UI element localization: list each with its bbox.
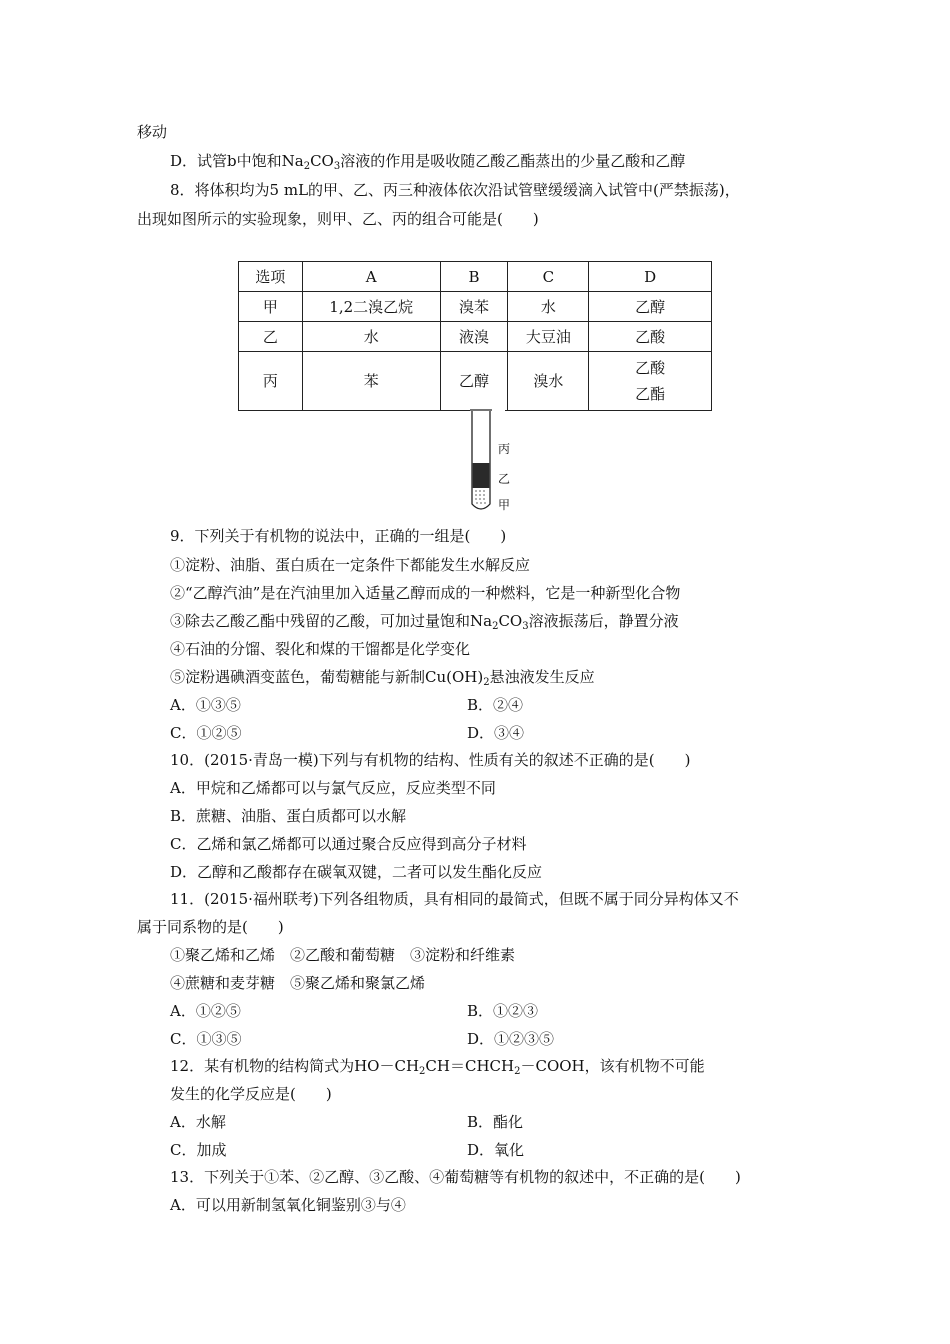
table-cell: 溴苯 [440,292,508,322]
option-a: A．可以用新制氢氧化铜鉴别③与④ [170,1196,406,1214]
statement: ②“乙醇汽油”是在汽油里加入适量乙醇而成的一种燃料，它是一种新型化合物 [170,584,681,602]
table-cell: 乙酸 [589,322,712,352]
question-12-stem-cont: 发生的化学反应是( ) [170,1085,332,1103]
option-a: A．①③⑤ [170,696,241,714]
statement: ①聚乙烯和乙烯 ②乙酸和葡萄糖 ③淀粉和纤维素 [170,946,516,964]
option-c: C．①②⑤ [170,724,242,742]
option-c: C．①③⑤ [170,1030,242,1048]
option-a: A．①②⑤ [170,1002,241,1020]
table-cell: 丙 [239,352,303,411]
table-cell: 溴水 [508,352,589,411]
continued-text: 移动 [137,123,168,141]
option-d: D．乙醇和乙酸都存在碳氧双键，二者可以发生酯化反应 [170,863,543,881]
test-tube-icon [462,408,522,518]
statement: ⑤淀粉遇碘酒变蓝色，葡萄糖能与新制$Cu(OH)_2$悬浊液发生反应 [170,668,595,688]
table-cell: 乙酸 乙酯 [589,352,712,411]
question-8-stem: 8．将体积均为5 mL的甲、乙、丙三种液体依次沿试管壁缓缓滴入试管中(严禁振荡)， [170,181,740,199]
option-b: B．①②③ [467,1002,539,1020]
statement: ④石油的分馏、裂化和煤的干馏都是化学变化 [170,640,471,658]
table-cell: 1,2二溴乙烷 [302,292,440,322]
option-a: A．水解 [170,1113,226,1131]
statement: ①淀粉、油脂、蛋白质在一定条件下都能发生水解反应 [170,556,531,574]
tube-label-jia: 甲 [498,498,511,512]
tube-label-yi: 乙 [498,472,511,486]
option-a: A．甲烷和乙烯都可以与氯气反应，反应类型不同 [170,779,496,797]
table-row [239,352,712,411]
option-b: B．蔗糖、油脂、蛋白质都可以水解 [170,807,407,825]
test-tube-figure [462,408,522,518]
question-10-stem: 10．(2015·青岛一模)下列与有机物的结构、性质有关的叙述不正确的是( ) [170,751,691,769]
option-d-q7: D．试管b中饱和$Na_2CO_3$溶液的作用是吸收随乙酸乙酯蒸出的少量乙酸和乙醇 [170,152,686,172]
table-cell: A [302,262,440,292]
question-11-stem-cont: 属于同系物的是( ) [137,918,284,936]
question-11-stem: 11．(2015·福州联考)下列各组物质，具有相同的最简式，但既不属于同分异构体又不 [170,890,739,908]
table-cell: 乙醇 [589,292,712,322]
question-8-stem-cont: 出现如图所示的实验现象，则甲、乙、丙的组合可能是( ) [137,210,539,228]
option-c: C．乙烯和氯乙烯都可以通过聚合反应得到高分子材料 [170,835,527,853]
table-cell: 乙 [239,322,303,352]
table-row [239,292,712,322]
table-cell: 苯 [302,352,440,411]
table-cell: 大豆油 [508,322,589,352]
table-cell: 水 [302,322,440,352]
statement: ③除去乙酸乙酯中残留的乙酸，可加过量饱和$Na_2CO_3$溶液振荡后，静置分液 [170,612,679,632]
table-cell: B [440,262,508,292]
statement: ④蔗糖和麦芽糖 ⑤聚乙烯和聚氯乙烯 [170,974,426,992]
option-b: B．酯化 [467,1113,524,1131]
table-cell: 选项 [239,262,303,292]
table-cell: 乙醇 [440,352,508,411]
question-9-stem: 9．下列关于有机物的说法中，正确的一组是( ) [170,527,507,545]
table-row [239,322,712,352]
option-d: D．①②③⑤ [467,1030,555,1048]
table-cell: 水 [508,292,589,322]
option-d: D．氧化 [467,1141,525,1159]
option-d: D．③④ [467,724,525,742]
options-table [238,261,712,411]
table-cell: 液溴 [440,322,508,352]
question-13-stem: 13．下列关于①苯、②乙醇、③乙酸、④葡萄糖等有机物的叙述中，不正确的是( ) [170,1168,741,1186]
table-cell: D [589,262,712,292]
table-cell: 甲 [239,292,303,322]
option-c: C．加成 [170,1141,227,1159]
table-header-row [239,262,712,292]
table-cell: C [508,262,589,292]
option-b: B．②④ [467,696,524,714]
question-12-stem: 12．某有机物的结构简式为$HO-CH_2CH=CHCH_2-COOH$，该有机物不可能 [170,1057,705,1077]
tube-label-bing: 丙 [498,442,511,456]
